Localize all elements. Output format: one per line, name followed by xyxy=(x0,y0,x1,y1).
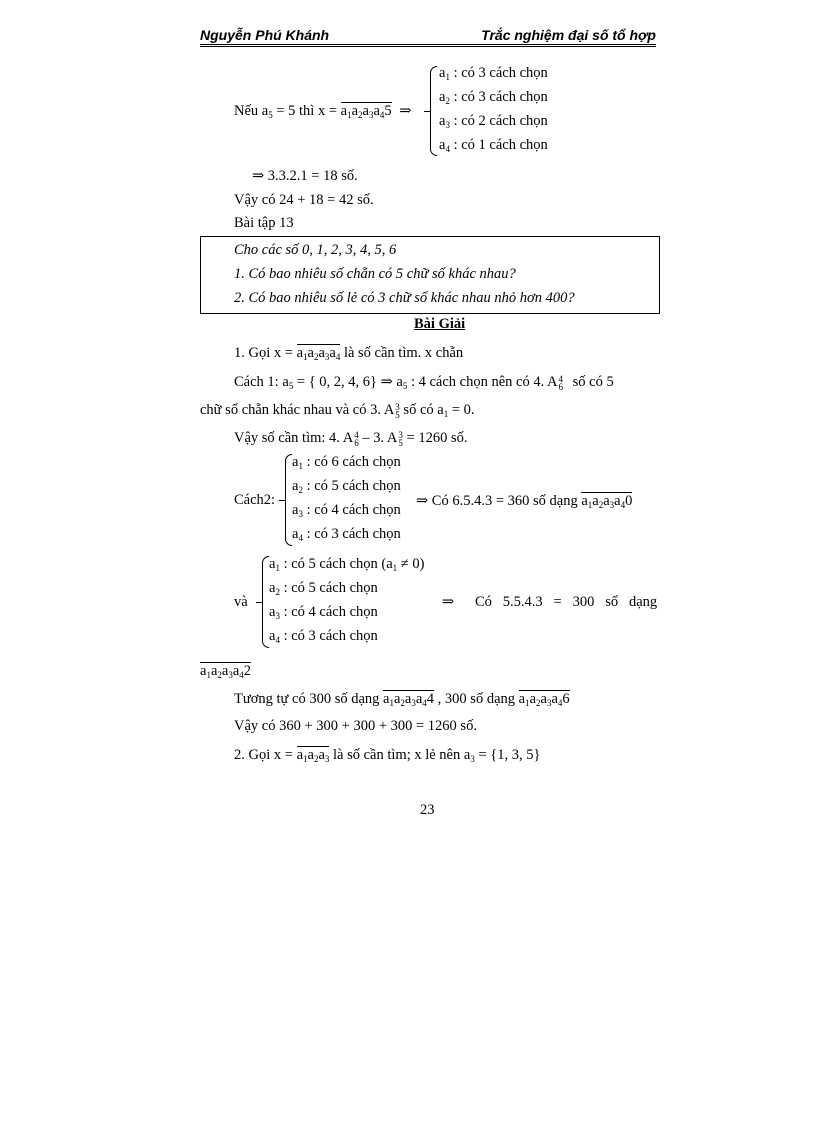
overline-number: $a_1a_2a_3a_42$ xyxy=(200,663,251,680)
cach2-label: Cách2: xyxy=(234,492,276,508)
va-choice-3: $a_3$ : có 4 cách chọn xyxy=(269,604,378,621)
va-choice-1: $a_1$ : có 5 cách chọn $(a_1 \ne 0)$ xyxy=(269,556,425,573)
va-result: Có 5.5.4.3 = 300 số dạng xyxy=(475,594,658,610)
va-choice-2: $a_2$ : có 5 cách chọn xyxy=(269,580,378,597)
cach2-result: ⇒ Có 6.5.4.3 = 360 số dạng $a_1a_2a_3a_40$ xyxy=(416,493,633,510)
intro-total: Vậy có 24 + 18 = 42 số. xyxy=(234,192,374,208)
exercise-label: Bài tập 13 xyxy=(234,215,294,231)
cach2-choice-1: $a_1$ : có 6 cách chọn xyxy=(292,454,401,471)
page-number: 23 xyxy=(420,802,435,818)
part1-intro: 1. Gọi $x = a_1a_2a_3a_4$ là số cần tìm. x chẵn xyxy=(234,345,464,362)
brace-cach2 xyxy=(285,454,292,546)
header-author: Nguyễn Phú Khánh xyxy=(200,27,330,43)
va-result-arrow: ⇒ xyxy=(442,594,455,610)
cach1-line: Cách 1: $a_5$ = { 0, 2, 4, 6} ⇒ $a_5$ : 4 cách chọn nên có 4. A 4 6 số có 5 xyxy=(234,373,614,392)
intro-result: ⇒ 3.3.2.1 = 18 số. xyxy=(252,168,358,184)
brace-intro xyxy=(430,66,437,156)
overline-number: $a_1a_2a_3a_45$ xyxy=(340,103,392,120)
intro-choice-2: $a_2$ : có 3 cách chọn xyxy=(439,89,548,106)
cach2-choice-3: $a_3$ : có 4 cách chọn xyxy=(292,502,401,519)
overline-number: $a_1a_2a_3a_40$ xyxy=(581,493,633,510)
part2-intro: 2. Gọi $x = a_1a_2a_3$ là số cần tìm; x lẻ nên $a_3 = \{1$, 3, 5} xyxy=(234,747,541,764)
intro-choice-4: $a_4$ : có 1 cách chọn xyxy=(439,137,548,154)
cach2-choice-4: $a_4$ : có 3 cách chọn xyxy=(292,526,401,543)
problem-line-2: 1. Có bao nhiêu số chẵn có 5 chữ số khác nhau? xyxy=(234,266,516,282)
intro-choice-1: $a_1$ : có 3 cách chọn xyxy=(439,65,548,82)
intro-equation: Nếu $a_5 = 5$ thì $x = a_1a_2a_3a_45$ ⇒ xyxy=(234,103,412,120)
brace-va xyxy=(262,556,269,648)
va-choice-4: $a_4$ : có 3 cách chọn xyxy=(269,628,378,645)
problem-line-1: Cho các số 0, 1, 2, 3, 4, 5, 6 xyxy=(234,242,397,258)
header-rule-thin xyxy=(200,46,656,47)
overline-number: $a_1a_2a_3a_44$ xyxy=(383,691,435,708)
vay-total: Vậy có 360 + 300 + 300 + 300 = 1260 số. xyxy=(234,718,477,734)
number-form-2 xyxy=(200,662,251,680)
overline-number: $a_1a_2a_3a_46$ xyxy=(518,691,570,708)
overline-number: $a_1a_2a_3$ xyxy=(296,747,330,764)
va-label: và xyxy=(234,594,248,610)
header-book-title: Trắc nghiệm đại số tổ hợp xyxy=(481,27,656,43)
cach2-choice-2: $a_2$ : có 5 cách chọn xyxy=(292,478,401,495)
cach1-line-2: chữ số chẵn khác nhau và có 3. A 3 5 số có $a_1 = 0$. xyxy=(200,401,475,420)
overline-number: $a_1a_2a_3a_4$ xyxy=(296,345,341,362)
tuong-tu-line: Tương tự có 300 số dạng $a_1a_2a_3a_44$ , 300 số dạng $a_1a_2a_3a_46$ xyxy=(234,691,570,708)
header-rule xyxy=(200,44,656,45)
problem-line-3: 2. Có bao nhiêu số lẻ có 3 chữ số khác nhau nhỏ hơn 400? xyxy=(234,290,575,306)
solution-title: Bài Giải xyxy=(414,316,466,332)
need-line: Vậy số cần tìm: 4. A 4 6 – 3. A 3 5 = 1260 số. xyxy=(234,429,468,448)
intro-choice-3: $a_3$ : có 2 cách chọn xyxy=(439,113,548,130)
